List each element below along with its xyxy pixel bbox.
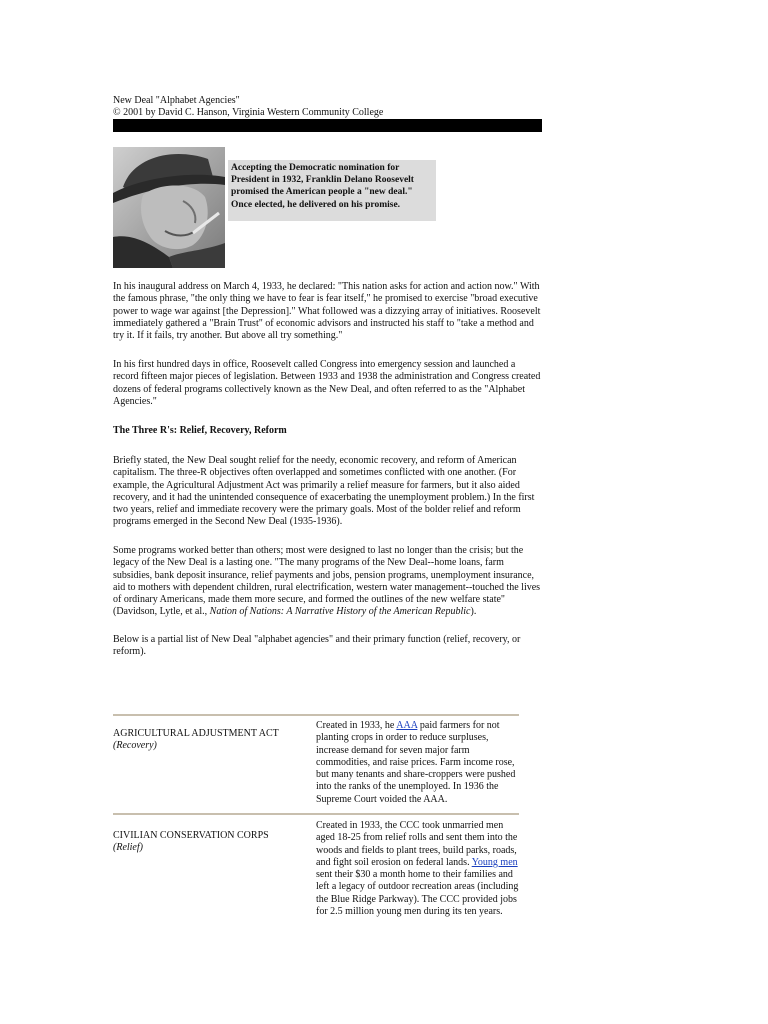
agency-title: AGRICULTURAL ADJUSTMENT ACT — [113, 728, 279, 739]
document-title: New Deal "Alphabet Agencies" — [113, 95, 240, 106]
legacy-text-end: ). — [470, 606, 477, 618]
paragraph-legacy — [113, 545, 543, 619]
header-divider-bar — [113, 119, 542, 132]
photo-caption: Accepting the Democratic nomination for President in 1932, Franklin Delano Roosevelt promised the American people a "new deal." Once elected, he delivered on his promise. — [228, 160, 436, 221]
legacy-text: Some programs worked better than others; most were designed to last no longer than the crisis; but the legacy of the New Deal is a lasting one. "The many programs of the New Deal--home loans, farm subsidies, bank deposit insurance, relief payments and jobs, pension programs, unemployment insurance, aid to mothers with dependent children, rural electrification, western water management--touched the lives of ordinary Americans, made them more secure, and formed the outlines of the new welfare state" (Davidson, Lytle, et al., — [113, 545, 541, 618]
page-header — [113, 95, 543, 120]
agency-divider — [113, 813, 519, 815]
roosevelt-photo — [113, 147, 225, 268]
agency-title: CIVILIAN CONSERVATION CORPS — [113, 830, 269, 841]
young-men-link[interactable]: Young men — [471, 856, 518, 868]
agency-name — [113, 728, 308, 753]
agency-desc-text: sent their $30 a month home to their families and left a legacy of outdoor recreation areas (including the Blue Ridge Parkway). The CCC provided jobs for 2.5 million young men during its ten years. — [316, 869, 519, 918]
agency-description — [316, 820, 521, 918]
paragraph-inaugural: In his inaugural address on March 4, 1933, he declared: "This nation asks for action and action now." With the famous phrase, "the only thing we have to fear is fear itself," he promised to exercise "broad executive power to wage war against [the Depression]." What followed was a dizzying array of initiatives. Roosevelt immediately gathered a "Brain Trust" of economic advisors and instructed his staff to "take a method and try it. If it fails, try another. But above all try something." — [113, 281, 541, 342]
agency-desc-text: Created in 1933, he — [316, 720, 397, 731]
agency-category: (Relief) — [113, 842, 143, 854]
agency-divider — [113, 714, 519, 716]
aaa-link[interactable]: AAA — [396, 720, 418, 731]
paragraph-list-intro: Below is a partial list of New Deal "alphabet agencies" and their primary function (relief, recovery, or reform). — [113, 634, 521, 658]
agency-description — [316, 720, 521, 806]
book-title: Nation of Nations: A Narrative History of the American Republic — [209, 606, 471, 618]
paragraph-three-rs: Briefly stated, the New Deal sought relief for the needy, economic recovery, and reform of American capitalism. The three-R objectives often overlapped and sometimes conflicted with one another. (For example, the Agricultural Adjustment Act was primarily a relief measure for farmers, but it also aided recovery, and it had the unintended consequence of exacerbating the unemployment problem.) In the first two years, relief and immediate recovery were the primary goals. Most of the bolder relief and reform programs emerged in the Second New Deal (1935-1936). — [113, 455, 535, 528]
copyright-line: © 2001 by David C. Hanson, Virginia Western Community College — [113, 107, 384, 119]
agency-category: (Recovery) — [113, 740, 157, 752]
agency-desc-text: paid farmers for not planting crops in order to reduce surpluses, increase demand for seven major farm commodities, and raise prices. Farm income rose, but many tenants and share-croppers were pushed into the ranks of the unemployed. In 1936 the Supreme Court voided the AAA. — [316, 720, 516, 805]
paragraph-hundred-days: In his first hundred days in office, Roosevelt called Congress into emergency session and launched a record fifteen major pieces of legislation. Between 1933 and 1938 the administration and Congress created dozens of federal programs collectively known as the New Deal, and often referred to as the "Alphabet Agencies." — [113, 359, 541, 407]
agency-name — [113, 830, 308, 855]
agency-desc-text: Created in 1933, the CCC took unmarried men aged 18-25 from relief rolls and sent them into the woods and fields to plant trees, build parks, roads, and fight soil erosion on federal lands. — [316, 820, 518, 868]
section-heading: The Three R's: Relief, Recovery, Reform — [113, 425, 287, 436]
